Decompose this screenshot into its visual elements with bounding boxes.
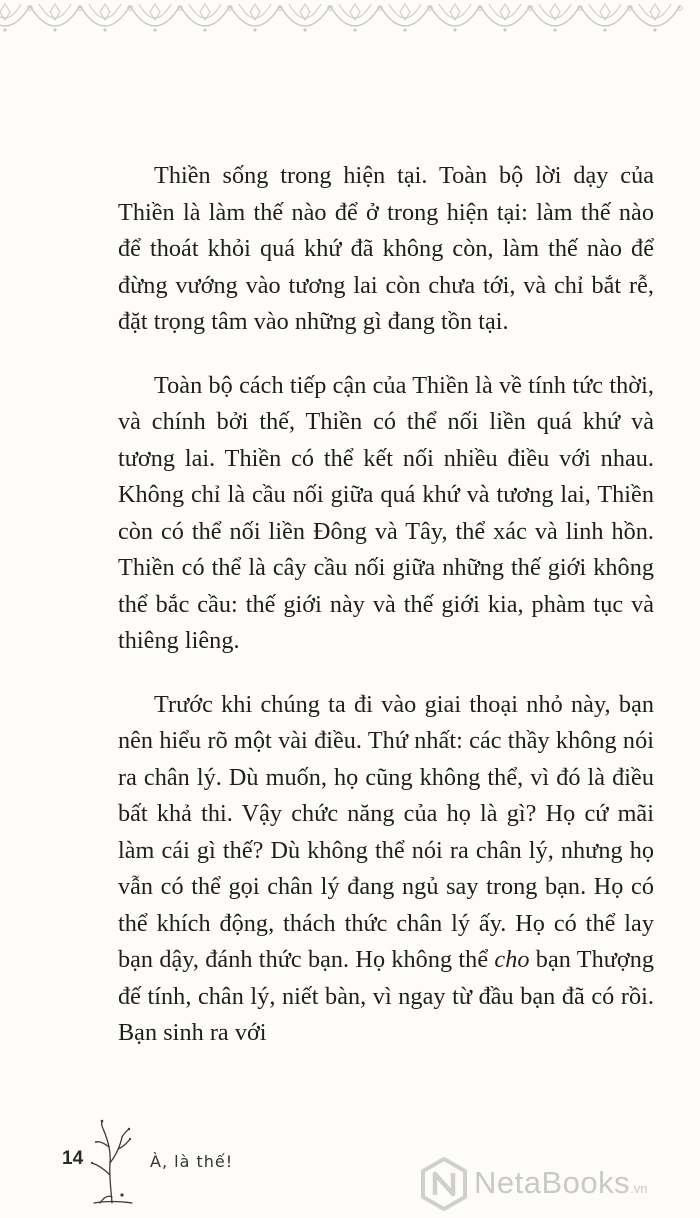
watermark-tld: .vn: [630, 1181, 648, 1196]
border-ornament: [30, 4, 82, 32]
border-ornament: [330, 4, 382, 32]
netabooks-watermark: [420, 1157, 700, 1213]
border-ornament: [0, 4, 32, 32]
border-ornament: [430, 4, 482, 32]
page-body: [118, 158, 654, 1052]
page-footer: [0, 1115, 700, 1218]
border-ornament: [630, 4, 682, 32]
tree-icon: [82, 1117, 142, 1207]
border-ornament: [230, 4, 282, 32]
paragraph-3-text-start: Trước khi chúng ta đi vào giai thoại nhỏ này, bạn nên hiểu rõ một vài điều. Thứ nhất: các thầy không nói ra chân lý. Dù muốn, họ cũng không thể, vì đó là điều bất khả thi. Vậy chức năng của họ là gì? Họ cứ mãi làm cái gì thế? Dù không thể nói ra chân lý, nhưng họ vẫn có thể gọi chân lý đang ngủ say trong bạn. Họ có thể khích động, thách thức chân lý ấy. Họ có thể lay bạn dậy, đánh thức bạn. Họ không thể: [118, 690, 654, 973]
border-ornament: [80, 4, 132, 32]
paragraph-3-emphasis: cho: [494, 946, 530, 973]
paragraph-1: Thiền sống trong hiện tại. Toàn bộ lời dạy của Thiền là làm thế nào để ở trong hiện tại: làm thế nào để thoát khỏi quá khứ đã không còn, làm thế nào để đừng vướng vào tương lai còn chưa tới, và chỉ bắt rễ, đặt trọng tâm vào những gì đang tồn tại.: [118, 162, 654, 335]
watermark-text: [474, 1165, 647, 1201]
running-title: À, là thế!: [150, 1152, 234, 1171]
border-ornament: [130, 4, 182, 32]
watermark-brand: NetaBooks: [474, 1165, 631, 1200]
netabooks-logo-icon: [420, 1157, 468, 1211]
paragraph-2: Toàn bộ cách tiếp cận của Thiền là về tính tức thời, và chính bởi thế, Thiền có thể nối liền quá khứ và tương lai. Thiền có thể kết nối nhiều điều với nhau. Không chỉ là cầu nối giữa quá khứ và tương lai, Thiền còn có thể nối liền Đông và Tây, thể xác và linh hồn. Thiền có thể là cây cầu nối giữa những thế giới không thể bắc cầu: thế giới này và thế giới kia, phàm tục và thiêng liêng.: [118, 371, 654, 654]
border-ornament: [480, 4, 532, 32]
page-number: 14: [62, 1148, 84, 1169]
border-ornament: [530, 4, 582, 32]
border-ornament: [580, 4, 632, 32]
border-ornament: [180, 4, 232, 32]
paragraph-3-text-end: bạn Thượng đế tính, chân lý, niết bàn, vì ngay từ đầu bạn đã có rồi. Bạn sinh ra với: [118, 946, 654, 1046]
top-ornamental-border: [0, 0, 700, 48]
border-ornament: [380, 4, 432, 32]
border-ornament: [280, 4, 332, 32]
paragraph-3: [118, 687, 654, 1052]
